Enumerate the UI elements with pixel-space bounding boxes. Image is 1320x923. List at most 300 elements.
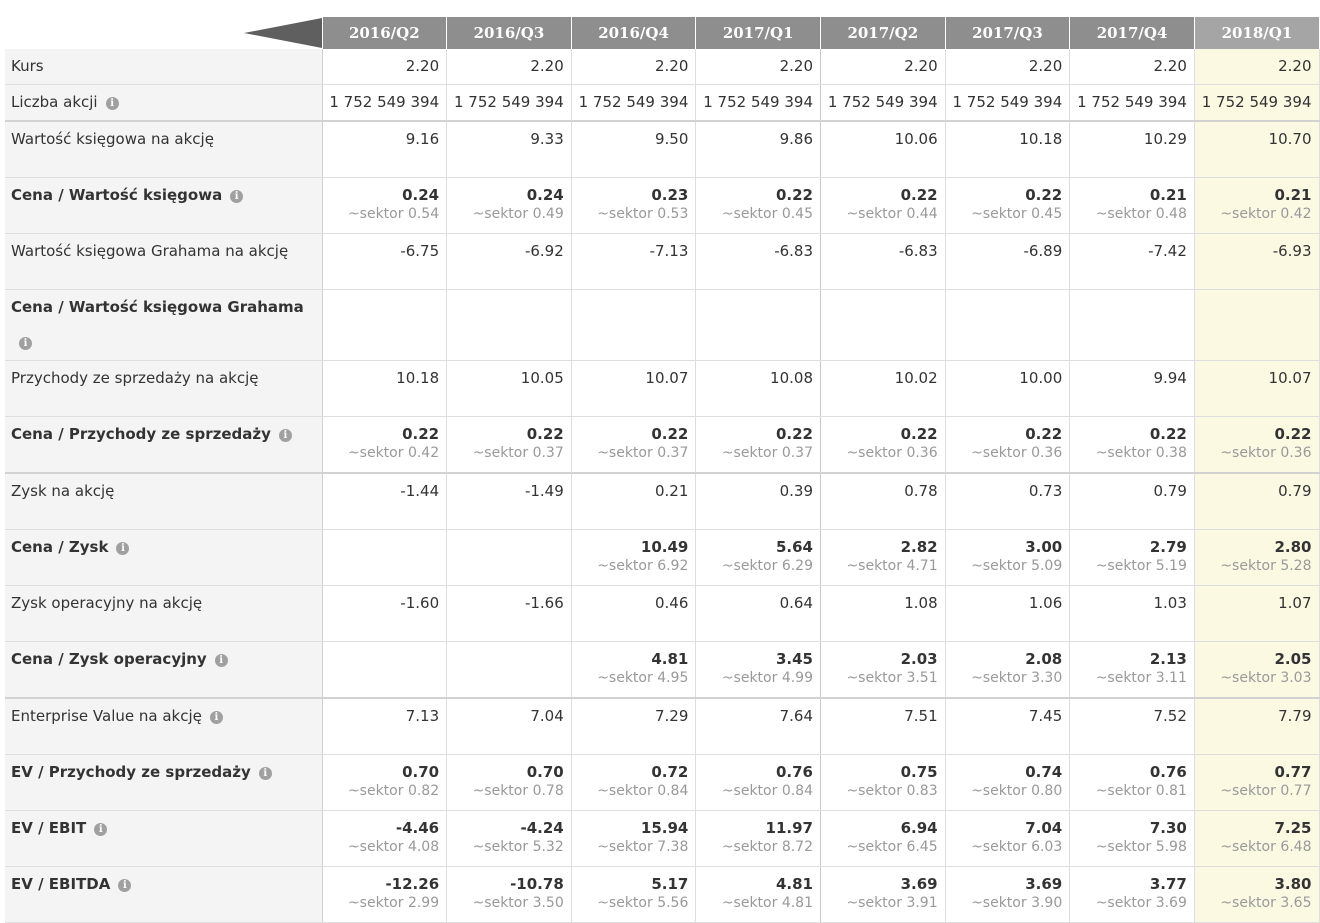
- cell-value: 0.22: [775, 186, 813, 204]
- sector-value: ~sektor 3.65: [1220, 895, 1312, 911]
- value-cell: [447, 361, 572, 417]
- cell-value: [453, 642, 564, 649]
- cell-value: 2.20: [654, 57, 689, 75]
- table-row: [5, 867, 1319, 923]
- cell-value: 3.00: [1025, 538, 1063, 556]
- cell-value: 7.13: [405, 707, 440, 725]
- value-cell: [1070, 530, 1195, 586]
- cell-value: 7.51: [904, 707, 938, 725]
- value-cell: [1070, 49, 1195, 85]
- value-cell: [821, 755, 946, 811]
- cell-value: 3.45: [775, 650, 813, 668]
- value-cell: [571, 121, 696, 178]
- value-cell: [447, 49, 572, 85]
- table-row: [5, 234, 1319, 290]
- row-label-cell: [5, 642, 322, 699]
- cell-value: -1.49: [524, 482, 564, 500]
- table-body: [5, 49, 1319, 923]
- value-cell: [1194, 49, 1319, 85]
- cell-value: 0.21: [1274, 186, 1312, 204]
- row-label: Przychody ze sprzedaży na akcję: [11, 369, 259, 387]
- cell-value: -6.83: [898, 242, 938, 260]
- cell-value: [329, 642, 440, 649]
- cell-value: -7.42: [1148, 242, 1187, 260]
- sector-value: ~sektor 0.36: [846, 445, 938, 461]
- value-cell: [821, 178, 946, 234]
- value-cell: [945, 178, 1070, 234]
- sector-value: ~sektor 4.99: [721, 670, 813, 686]
- cell-value: 0.22: [1149, 425, 1187, 443]
- cell-value: 9.94: [1153, 369, 1187, 387]
- sector-value: ~sektor 0.77: [1220, 783, 1312, 799]
- sector-value: ~sektor 0.54: [347, 206, 440, 222]
- cell-value: 0.22: [526, 425, 564, 443]
- cell-value: 10.18: [396, 369, 440, 387]
- cell-value: 2.20: [1278, 57, 1312, 75]
- cell-value: -6.83: [774, 242, 813, 260]
- value-cell: [821, 473, 946, 530]
- value-cell: [322, 473, 447, 530]
- cell-value: 0.22: [900, 425, 938, 443]
- value-cell: [571, 361, 696, 417]
- cell-value: 10.02: [894, 369, 938, 387]
- value-cell: [1194, 586, 1319, 642]
- cell-value: 2.20: [1028, 57, 1063, 75]
- sector-value: ~sektor 3.90: [971, 895, 1063, 911]
- value-cell: [447, 530, 572, 586]
- value-cell: [322, 178, 447, 234]
- value-cell: [1070, 361, 1195, 417]
- row-label-cell: [5, 586, 322, 642]
- value-cell: [696, 178, 821, 234]
- cell-value: 1 752 549 394: [703, 93, 813, 111]
- cell-value: 0.76: [1149, 763, 1187, 781]
- sector-value: ~sektor 4.71: [846, 558, 938, 574]
- value-cell: [322, 121, 447, 178]
- row-label: Cena / Przychody ze sprzedaży: [11, 425, 271, 443]
- cell-value: 0.75: [900, 763, 938, 781]
- value-cell: [696, 811, 821, 867]
- period-header[interactable]: 2016/Q2: [322, 17, 447, 49]
- cell-value: 0.24: [526, 186, 564, 204]
- cell-value: 0.21: [1149, 186, 1187, 204]
- value-cell: [945, 755, 1070, 811]
- table-row: [5, 121, 1319, 178]
- cell-value: 10.00: [1019, 369, 1063, 387]
- cell-value: 0.70: [526, 763, 564, 781]
- cell-value: 1 752 549 394: [827, 93, 938, 111]
- value-cell: [447, 178, 572, 234]
- value-cell: [821, 642, 946, 699]
- row-label: Kurs: [11, 57, 44, 75]
- cell-value: 2.13: [1149, 650, 1187, 668]
- value-cell: [1070, 85, 1195, 122]
- value-cell: [571, 290, 696, 361]
- row-label-cell: [5, 234, 322, 290]
- value-cell: [945, 85, 1070, 122]
- row-label: EV / EBITDA: [11, 875, 111, 893]
- sector-value: ~sektor 4.95: [597, 670, 689, 686]
- info-icon[interactable]: i: [259, 767, 272, 780]
- header-row: [5, 17, 1319, 49]
- sector-value: ~sektor 7.38: [597, 839, 689, 855]
- cell-value: 0.22: [651, 425, 689, 443]
- value-cell: [696, 473, 821, 530]
- value-cell: [821, 417, 946, 474]
- cell-value: 2.03: [900, 650, 938, 668]
- cell-value: 0.22: [900, 186, 938, 204]
- table-row: [5, 473, 1319, 530]
- value-cell: [945, 530, 1070, 586]
- row-label: Cena / Wartość księgowa Grahama: [11, 298, 304, 316]
- table-row: [5, 361, 1319, 417]
- value-cell: [1194, 290, 1319, 361]
- cell-value: 7.04: [530, 707, 564, 725]
- value-cell: [945, 811, 1070, 867]
- value-cell: [322, 586, 447, 642]
- value-cell: [821, 85, 946, 122]
- value-cell: [696, 234, 821, 290]
- row-label: Wartość księgowa na akcję: [11, 130, 214, 148]
- sector-value: ~sektor 5.56: [597, 895, 689, 911]
- value-cell: [447, 473, 572, 530]
- cell-value: 2.05: [1274, 650, 1312, 668]
- sector-value: ~sektor 0.45: [721, 206, 813, 222]
- cell-value: 4.81: [651, 650, 689, 668]
- row-label: Liczba akcji: [11, 93, 98, 111]
- value-cell: [1194, 234, 1319, 290]
- sector-value: ~sektor 6.48: [1220, 839, 1312, 855]
- cell-value: 1 752 549 394: [1201, 93, 1312, 111]
- cell-value: 0.24: [402, 186, 440, 204]
- cell-value: 7.64: [779, 707, 813, 725]
- info-icon[interactable]: i: [118, 879, 131, 892]
- info-icon[interactable]: i: [210, 711, 223, 724]
- collapse-arrow-icon[interactable]: [244, 18, 322, 48]
- cell-value: 2.08: [1025, 650, 1063, 668]
- row-label-cell: [5, 121, 322, 178]
- cell-value: 6.94: [900, 819, 938, 837]
- period-header[interactable]: 2016/Q3: [447, 17, 572, 49]
- row-label-cell: [5, 361, 322, 417]
- cell-value: 1 752 549 394: [578, 93, 689, 111]
- value-cell: [696, 361, 821, 417]
- value-cell: [945, 698, 1070, 755]
- sector-value: ~sektor 0.37: [597, 445, 689, 461]
- cell-value: 0.72: [651, 763, 689, 781]
- cell-value: [329, 530, 440, 537]
- cell-value: 7.25: [1274, 819, 1312, 837]
- value-cell: [571, 811, 696, 867]
- value-cell: [322, 811, 447, 867]
- cell-value: 3.69: [900, 875, 938, 893]
- sector-value: ~sektor 3.11: [1095, 670, 1187, 686]
- row-label-cell: [5, 178, 322, 234]
- row-label-cell: [5, 473, 322, 530]
- value-cell: [571, 642, 696, 699]
- cell-value: 2.20: [779, 57, 813, 75]
- value-cell: [447, 586, 572, 642]
- cell-value: -6.92: [524, 242, 564, 260]
- cell-value: 0.79: [1278, 482, 1312, 500]
- cell-value: 10.07: [645, 369, 689, 387]
- cell-value: 3.80: [1274, 875, 1312, 893]
- cell-value: 11.97: [765, 819, 813, 837]
- value-cell: [945, 417, 1070, 474]
- cell-value: 1 752 549 394: [454, 93, 564, 111]
- value-cell: [945, 234, 1070, 290]
- value-cell: [821, 698, 946, 755]
- sector-value: ~sektor 0.78: [472, 783, 564, 799]
- value-cell: [821, 811, 946, 867]
- cell-value: -7.13: [649, 242, 689, 260]
- value-cell: [322, 698, 447, 755]
- info-icon[interactable]: i: [94, 823, 107, 836]
- row-label-cell: [5, 85, 322, 122]
- cell-value: -12.26: [385, 875, 440, 893]
- cell-value: 0.23: [651, 186, 689, 204]
- period-header-current[interactable]: 2018/Q1: [1194, 17, 1319, 49]
- value-cell: [1194, 473, 1319, 530]
- value-cell: [821, 530, 946, 586]
- row-label: Cena / Wartość księgowa: [11, 186, 223, 204]
- sector-value: ~sektor 4.08: [347, 839, 440, 855]
- period-header[interactable]: 2016/Q4: [571, 17, 696, 49]
- cell-value: 2.79: [1149, 538, 1187, 556]
- cell-value: 5.64: [775, 538, 813, 556]
- cell-value: 0.79: [1153, 482, 1187, 500]
- cell-value: 9.16: [405, 130, 440, 148]
- value-cell: [821, 290, 946, 361]
- value-cell: [322, 85, 447, 122]
- row-label-cell: [5, 49, 322, 85]
- value-cell: [571, 234, 696, 290]
- value-cell: [696, 417, 821, 474]
- indicators-table: [5, 17, 1320, 923]
- cell-value: 0.70: [402, 763, 440, 781]
- table-row: [5, 417, 1319, 474]
- row-label: Enterprise Value na akcję: [11, 707, 202, 725]
- value-cell: [1070, 811, 1195, 867]
- cell-value: 0.78: [904, 482, 938, 500]
- cell-value: 0.39: [779, 482, 813, 500]
- value-cell: [696, 642, 821, 699]
- value-cell: [322, 49, 447, 85]
- info-icon[interactable]: i: [106, 97, 119, 110]
- info-icon[interactable]: i: [116, 542, 129, 555]
- cell-value: 3.69: [1025, 875, 1063, 893]
- cell-value: 5.17: [651, 875, 689, 893]
- value-cell: [1194, 755, 1319, 811]
- sector-value: ~sektor 0.36: [971, 445, 1063, 461]
- value-cell: [1070, 290, 1195, 361]
- sector-value: ~sektor 0.44: [846, 206, 938, 222]
- cell-value: 1.03: [1153, 594, 1187, 612]
- value-cell: [945, 361, 1070, 417]
- value-cell: [945, 121, 1070, 178]
- sector-value: ~sektor 0.37: [721, 445, 813, 461]
- cell-value: 9.50: [654, 130, 689, 148]
- cell-value: 1.08: [904, 594, 938, 612]
- value-cell: [696, 85, 821, 122]
- cell-value: 0.46: [654, 594, 689, 612]
- info-icon[interactable]: i: [230, 190, 243, 203]
- value-cell: [447, 290, 572, 361]
- sector-value: ~sektor 5.19: [1095, 558, 1187, 574]
- sector-value: ~sektor 5.32: [472, 839, 564, 855]
- table-row: [5, 586, 1319, 642]
- value-cell: [821, 361, 946, 417]
- value-cell: [571, 417, 696, 474]
- sector-value: ~sektor 3.30: [971, 670, 1063, 686]
- cell-value: -6.93: [1272, 242, 1312, 260]
- sector-value: ~sektor 0.38: [1095, 445, 1187, 461]
- value-cell: [696, 586, 821, 642]
- value-cell: [821, 49, 946, 85]
- sector-value: ~sektor 0.42: [1220, 206, 1312, 222]
- cell-value: 15.94: [640, 819, 689, 837]
- value-cell: [945, 586, 1070, 642]
- table-row: [5, 642, 1319, 699]
- value-cell: [571, 698, 696, 755]
- sector-value: ~sektor 3.51: [846, 670, 938, 686]
- row-label: Cena / Zysk operacyjny: [11, 650, 207, 668]
- value-cell: [1194, 530, 1319, 586]
- value-cell: [821, 234, 946, 290]
- cell-value: 0.76: [775, 763, 813, 781]
- cell-value: 10.70: [1268, 130, 1312, 148]
- value-cell: [447, 85, 572, 122]
- period-header[interactable]: 2017/Q3: [945, 17, 1070, 49]
- cell-value: -1.60: [400, 594, 440, 612]
- cell-value: 7.79: [1278, 707, 1312, 725]
- cell-value: 7.29: [654, 707, 689, 725]
- cell-value: 10.18: [1019, 130, 1063, 148]
- cell-value: 7.30: [1149, 819, 1187, 837]
- row-label: Cena / Zysk: [11, 538, 109, 556]
- value-cell: [821, 121, 946, 178]
- sector-value: ~sektor 0.45: [971, 206, 1063, 222]
- value-cell: [322, 290, 447, 361]
- value-cell: [696, 49, 821, 85]
- value-cell: [571, 85, 696, 122]
- value-cell: [696, 698, 821, 755]
- value-cell: [322, 867, 447, 923]
- table-row: [5, 49, 1319, 85]
- table-row: [5, 755, 1319, 811]
- value-cell: [1194, 85, 1319, 122]
- sector-value: ~sektor 5.28: [1220, 558, 1312, 574]
- cell-value: 0.22: [1274, 425, 1312, 443]
- value-cell: [1070, 642, 1195, 699]
- value-cell: [447, 755, 572, 811]
- value-cell: [571, 530, 696, 586]
- value-cell: [447, 642, 572, 699]
- value-cell: [1194, 417, 1319, 474]
- value-cell: [322, 234, 447, 290]
- value-cell: [1070, 698, 1195, 755]
- sector-value: ~sektor 3.91: [846, 895, 938, 911]
- row-label: Zysk operacyjny na akcję: [11, 594, 203, 612]
- cell-value: 9.33: [530, 130, 564, 148]
- value-cell: [447, 698, 572, 755]
- sector-value: ~sektor 5.98: [1095, 839, 1187, 855]
- sector-value: ~sektor 3.69: [1095, 895, 1187, 911]
- sector-value: ~sektor 0.84: [597, 783, 689, 799]
- row-label-cell: [5, 698, 322, 755]
- value-cell: [945, 290, 1070, 361]
- sector-value: ~sektor 0.49: [472, 206, 564, 222]
- value-cell: [1194, 361, 1319, 417]
- value-cell: [696, 290, 821, 361]
- cell-value: -10.78: [510, 875, 564, 893]
- sector-value: ~sektor 2.99: [347, 895, 440, 911]
- sector-value: ~sektor 0.37: [472, 445, 564, 461]
- value-cell: [1194, 811, 1319, 867]
- value-cell: [945, 642, 1070, 699]
- table-row: [5, 698, 1319, 755]
- header-corner[interactable]: [5, 17, 322, 49]
- row-label: EV / EBIT: [11, 819, 87, 837]
- cell-value: 4.81: [775, 875, 813, 893]
- cell-value: 0.22: [775, 425, 813, 443]
- value-cell: [1070, 234, 1195, 290]
- cell-value: 10.08: [770, 369, 813, 387]
- cell-value: 10.07: [1268, 369, 1312, 387]
- cell-value: 2.20: [1153, 57, 1187, 75]
- value-cell: [945, 49, 1070, 85]
- info-icon[interactable]: i: [215, 654, 228, 667]
- info-icon[interactable]: i: [19, 337, 32, 350]
- period-header[interactable]: 2017/Q2: [821, 17, 946, 49]
- value-cell: [821, 586, 946, 642]
- sector-value: ~sektor 0.42: [347, 445, 440, 461]
- value-cell: [571, 473, 696, 530]
- value-cell: [1070, 586, 1195, 642]
- cell-value: 0.64: [779, 594, 813, 612]
- cell-value: 2.80: [1274, 538, 1312, 556]
- sector-value: ~sektor 4.81: [721, 895, 813, 911]
- value-cell: [322, 530, 447, 586]
- sector-value: ~sektor 6.03: [971, 839, 1063, 855]
- value-cell: [322, 361, 447, 417]
- value-cell: [821, 867, 946, 923]
- value-cell: [447, 121, 572, 178]
- cell-value: 2.82: [900, 538, 938, 556]
- sector-value: ~sektor 3.50: [472, 895, 564, 911]
- sector-value: ~sektor 0.36: [1220, 445, 1312, 461]
- value-cell: [1070, 867, 1195, 923]
- value-cell: [945, 867, 1070, 923]
- cell-value: 7.04: [1025, 819, 1063, 837]
- sector-value: ~sektor 0.48: [1095, 206, 1187, 222]
- info-icon[interactable]: i: [279, 429, 292, 442]
- cell-value: 0.22: [402, 425, 440, 443]
- sector-value: ~sektor 0.53: [597, 206, 689, 222]
- cell-value: 10.29: [1143, 130, 1187, 148]
- sector-value: ~sektor 3.03: [1220, 670, 1312, 686]
- cell-value: 0.74: [1025, 763, 1063, 781]
- cell-value: 1 752 549 394: [1077, 93, 1187, 111]
- sector-value: ~sektor 5.09: [971, 558, 1063, 574]
- cell-value: 7.45: [1028, 707, 1063, 725]
- cell-value: -4.46: [395, 819, 440, 837]
- value-cell: [322, 755, 447, 811]
- period-header[interactable]: 2017/Q4: [1070, 17, 1195, 49]
- cell-value: -6.89: [1023, 242, 1063, 260]
- cell-value: 10.06: [894, 130, 938, 148]
- period-header[interactable]: 2017/Q1: [696, 17, 821, 49]
